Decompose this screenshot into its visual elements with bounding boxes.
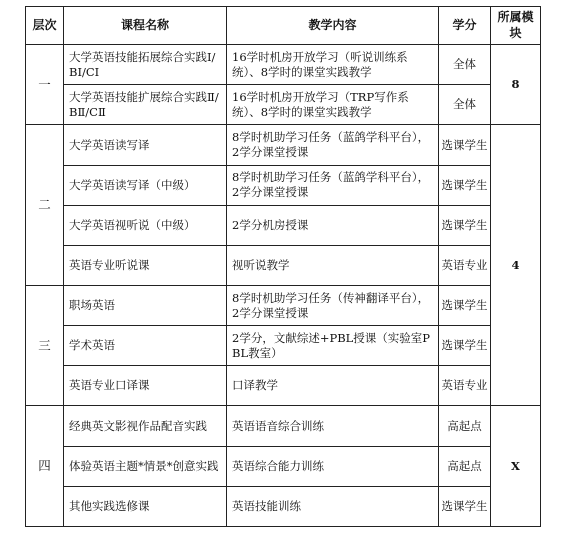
credit-cell: 英语专业 <box>439 245 491 285</box>
table-row <box>26 446 541 486</box>
course-name-cell: 大学英语读写译（中级） <box>64 165 227 205</box>
table-row <box>26 486 541 526</box>
credit-cell: 选课学生 <box>439 125 491 165</box>
credit-cell: 选课学生 <box>439 285 491 325</box>
credit-cell: 选课学生 <box>439 165 491 205</box>
course-name-cell: 职场英语 <box>64 285 227 325</box>
table-row <box>26 366 541 406</box>
content-cell: 8学时机助学习任务（蓝鸽学科平台），2学分课堂授课 <box>227 125 439 165</box>
content-cell: 视听说教学 <box>227 245 439 285</box>
table-row <box>26 326 541 366</box>
table-row <box>26 45 541 85</box>
course-name-cell: 体验英语主题*情景*创意实践 <box>64 446 227 486</box>
credit-cell: 全体 <box>439 45 491 85</box>
course-table <box>25 6 541 527</box>
level-cell: 四 <box>26 406 64 527</box>
content-cell: 口译教学 <box>227 366 439 406</box>
table-row <box>26 165 541 205</box>
course-name-cell: 英语专业口译课 <box>64 366 227 406</box>
content-cell: 英语语音综合训练 <box>227 406 439 446</box>
content-cell: 2学分机房授课 <box>227 205 439 245</box>
course-name-cell: 其他实践选修课 <box>64 486 227 526</box>
level-cell: 一 <box>26 45 64 125</box>
header-content: 教学内容 <box>227 7 439 45</box>
content-cell: 16学时机房开放学习（听说训练系统）、8学时的课堂实践教学 <box>227 45 439 85</box>
header-course-name: 课程名称 <box>64 7 227 45</box>
table-row <box>26 245 541 285</box>
content-cell: 英语技能训练 <box>227 486 439 526</box>
module-cell: X <box>491 406 541 527</box>
header-level: 层次 <box>26 7 64 45</box>
course-name-cell: 经典英文影视作品配音实践 <box>64 406 227 446</box>
header-module: 所属模块 <box>491 7 541 45</box>
course-name-cell: 大学英语技能扩展综合实践Ⅱ/BⅡ/CⅡ <box>64 85 227 125</box>
course-name-cell: 大学英语读写译 <box>64 125 227 165</box>
course-name-cell: 学术英语 <box>64 326 227 366</box>
level-cell: 三 <box>26 285 64 405</box>
content-cell: 8学时机助学习任务（蓝鸽学科平台），2学分课堂授课 <box>227 165 439 205</box>
credit-cell: 选课学生 <box>439 326 491 366</box>
header-credit: 学分 <box>439 7 491 45</box>
level-cell: 二 <box>26 125 64 286</box>
content-cell: 8学时机助学习任务（传神翻译平台），2学分课堂授课 <box>227 285 439 325</box>
table-row <box>26 205 541 245</box>
table-row <box>26 285 541 325</box>
table-row <box>26 406 541 446</box>
header-row <box>26 7 541 45</box>
course-name-cell: 大学英语技能拓展综合实践Ⅰ/BⅠ/CⅠ <box>64 45 227 85</box>
credit-cell: 高起点 <box>439 406 491 446</box>
credit-cell: 选课学生 <box>439 205 491 245</box>
credit-cell: 全体 <box>439 85 491 125</box>
content-cell: 英语综合能力训练 <box>227 446 439 486</box>
content-cell: 2学分，文献综述+PBL授课（实验室PBL教室） <box>227 326 439 366</box>
table-row <box>26 125 541 165</box>
course-name-cell: 英语专业听说课 <box>64 245 227 285</box>
content-cell: 16学时机房开放学习（TRP写作系统）、8学时的课堂实践教学 <box>227 85 439 125</box>
module-cell: 8 <box>491 45 541 125</box>
table-row <box>26 85 541 125</box>
credit-cell: 高起点 <box>439 446 491 486</box>
module-cell: 4 <box>491 125 541 406</box>
credit-cell: 英语专业 <box>439 366 491 406</box>
course-name-cell: 大学英语视听说（中级） <box>64 205 227 245</box>
credit-cell: 选课学生 <box>439 486 491 526</box>
